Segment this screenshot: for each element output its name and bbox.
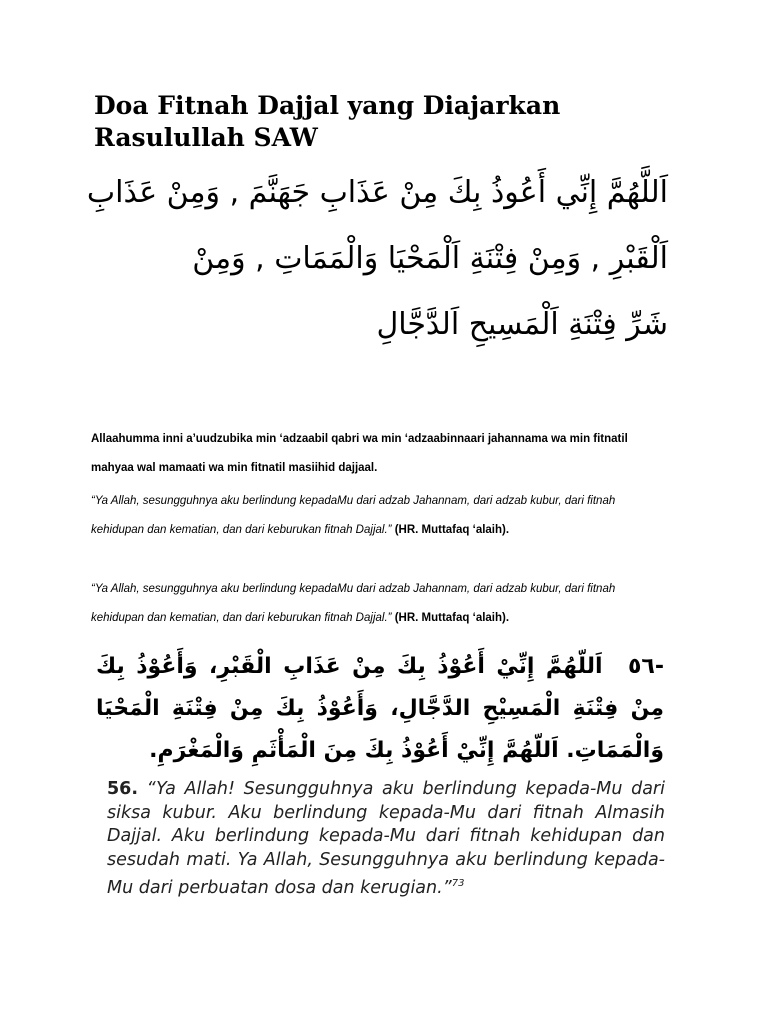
hadith-arabic-text: اَللّهُمَّ إِنِّيْ أَعُوْذُ بِكَ مِنْ عَذَابِ الْقَبْرِ، وَأَعُوْذُ بِكَ مِنْ فِتْنَةِ الْمَسِيْحِ الدَّجَّالِ، وَأَعُوْذُ بِكَ مِنْ فِتْنَةِ الْمَحْيَا وَالْمَمَاتِ. اَللّهُمَّ إِنِّيْ أَعُوْذُ بِكَ مِنَ الْمَأْثَمِ وَالْمَغْرَمِ. <box>96 654 664 763</box>
hadith-number-arabic: -٥٦ <box>628 654 664 679</box>
quote-source: (HR. Muttafaq ‘alaih). <box>394 612 510 624</box>
arabic-line: شَرِّ فِتْنَةِ اَلْمَسِيحِ اَلدَّجَّالِ <box>376 307 668 342</box>
hadith-translation <box>107 778 665 900</box>
transliteration: Allaahumma inni a’uudzubika min ‘adzaabil qabri wa min ‘adzaabinnaari jahannama wa min fitnatil mahyaa wal mamaati wa min fitnatil masiihid dajjaal. <box>91 433 628 474</box>
quote-text: “Ya Allah, sesungguhnya aku berlindung kepadaMu dari adzab Jahannam, dari adzab kubur, dari fitnah kehidupan dan kematian, dan dari keburukan fitnah Dajjal.” <box>91 495 616 536</box>
quote-source: (HR. Muttafaq ‘alaih). <box>394 524 510 536</box>
footnote-marker: 73 <box>451 878 465 889</box>
translation-quote-repeat <box>91 575 671 633</box>
hadith-number: 56. <box>107 779 139 799</box>
translation-quote <box>91 487 671 545</box>
arabic-line: اَلْقَبْرِ , وَمِنْ فِتْنَةِ اَلْمَحْيَا وَالْمَمَاتِ , وَمِنْ <box>192 241 668 276</box>
page-title: Doa Fitnah Dajjal yang Diajarkan Rasulullah SAW <box>94 91 561 152</box>
quote-text: “Ya Allah, sesungguhnya aku berlindung kepadaMu dari adzab Jahannam, dari adzab kubur, dari fitnah kehidupan dan kematian, dan dari keburukan fitnah Dajjal.” <box>91 583 616 624</box>
hadith-translation-text: “Ya Allah! Sesungguhnya aku berlindung kepada-Mu dari siksa kubur. Aku berlindung kepada-Mu dari fitnah Almasih Dajjal. Aku berlindung kepada-Mu dari fitnah kehidupan dan sesudah mati. Ya Allah, Sesungguhnya aku berlindung kepada-Mu dari perbuatan dosa dan kerugian.” <box>107 779 665 898</box>
arabic-prayer <box>86 160 668 358</box>
hadith-arabic <box>96 646 664 772</box>
arabic-line: اَللَّهُمَّ إِنِّي أَعُوذُ بِكَ مِنْ عَذَابِ جَهَنَّمَ , وَمِنْ عَذَابِ <box>86 175 668 210</box>
